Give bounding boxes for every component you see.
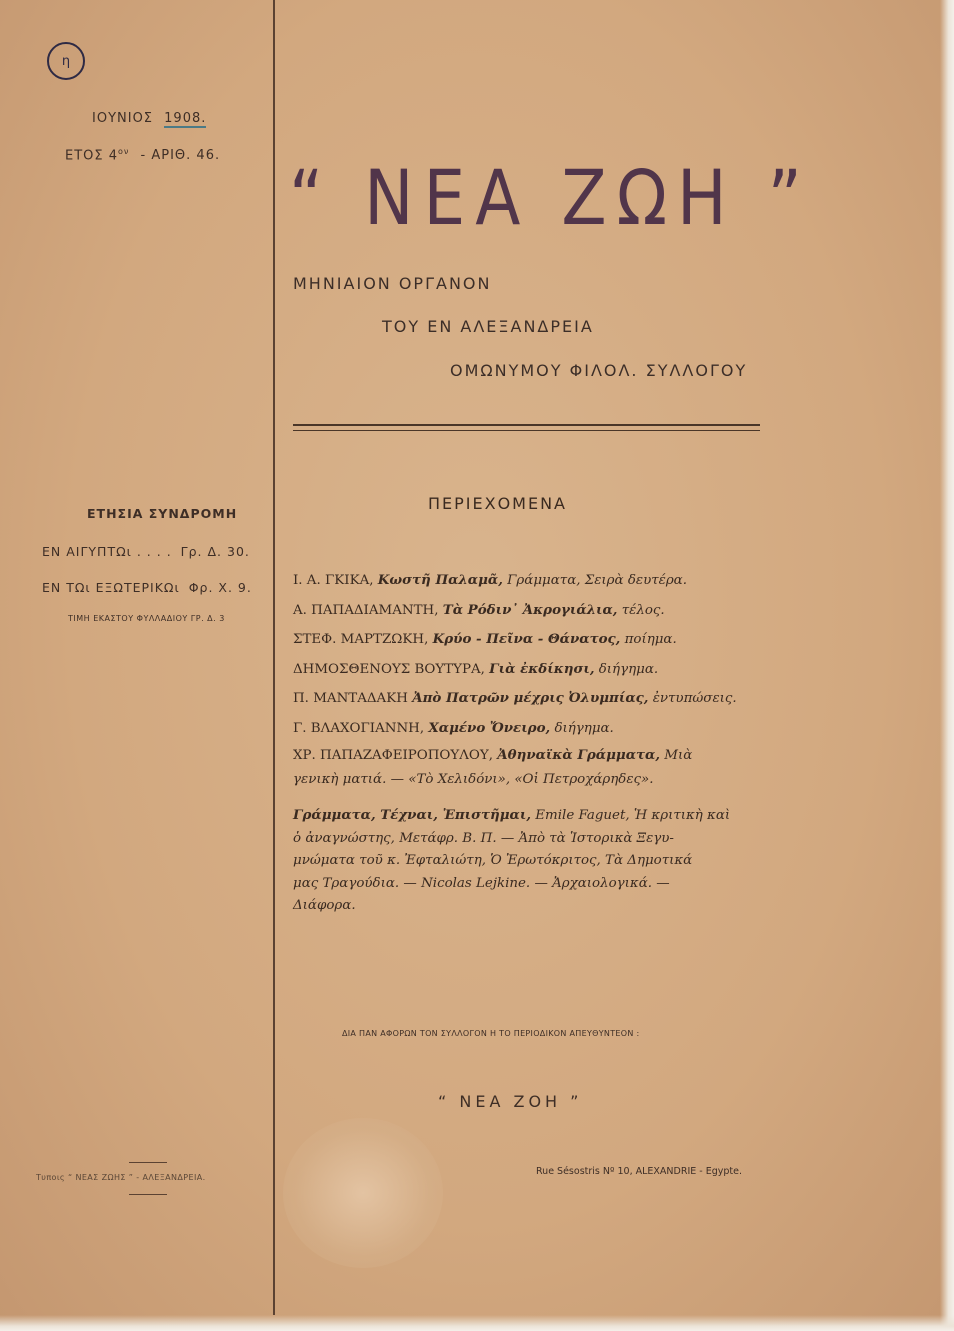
entry-author: Γ. ΒΛΑΧΟΓΙΑΝΝΗ,: [293, 720, 425, 736]
subscription-egypt-price: Γρ. Δ. 30.: [180, 544, 250, 559]
subscription-issue-price: ΤΙΜΗ ΕΚΑΣΤΟΥ ΦΥΛΛΑΔΙΟΥ ΓΡ. Δ. 3: [68, 614, 225, 623]
entry-author: Ι. Α. ΓΚΙΚΑ,: [293, 573, 374, 588]
entry-author: ΔΗΜΟΣΘΕΝΟΥΣ ΒΟΥΤΥΡΑ,: [293, 661, 485, 677]
entry-title: Τὰ Ρόδιν᾽ Ἀκρογιάλια,: [442, 601, 618, 618]
misc-line: ὁ ἀναγνώστης, Μετάφρ. Β. Π. — Ἀπὸ τὰ Ἱστορικὰ Ξεγυ-: [293, 830, 674, 846]
contents-heading: ΠΕΡΙΕΧΟΜΕΝΑ: [428, 494, 567, 513]
masthead-subtitle-3: ΟΜΩΝΥΜΟΥ ΦΙΛΟΛ. ΣΥΛΛΟΓΟΥ: [450, 361, 748, 380]
misc-line: μνώματα τοῦ κ. Ἐφταλιώτη, Ὁ Ἐρωτόκριτος, Τὰ Δημοτικά: [293, 853, 693, 868]
issue-year-sup: ον: [118, 147, 130, 156]
subscription-heading: ΕΤΗΣΙΑ ΣΥΝΔΡΟΜΗ: [87, 506, 238, 521]
misc-line: Διάφορα.: [293, 898, 356, 913]
entry-note: ἐντυπώσεις.: [652, 691, 737, 706]
subscription-egypt: [42, 544, 250, 559]
entry-title: Γιὰ ἐκδίκησι,: [489, 660, 595, 677]
contents-entry: [293, 566, 763, 596]
entry-author: Π. ΜΑΝΤΑΔΑΚΗ: [293, 691, 408, 706]
entry-note: τέλος.: [621, 602, 665, 618]
contents-entry: [293, 684, 763, 714]
entry-author: Α. ΠΑΠΑΔΙΑΜΑΝΤΗ,: [293, 602, 439, 618]
issue-number: - ΑΡΙΘ. 46.: [140, 148, 221, 164]
entry-note: διήγημα.: [598, 661, 659, 677]
printer-credit: Τυποις “ ΝΕΑΣ ΖΩΗΣ ” - ΑΛΕΞΑΝΔΡΕΙΑ.: [36, 1173, 206, 1182]
masthead-rule-thick: [293, 424, 760, 426]
paper-edge-bottom: [0, 1315, 954, 1331]
subscription-abroad-price: Φρ. Χ. 9.: [188, 580, 252, 595]
paper-edge-right: [940, 0, 954, 1331]
misc-line: Emile Faguet, Ἡ κριτικὴ καὶ: [535, 808, 731, 823]
contents-entry: [293, 655, 763, 685]
masthead-title: “ ΝΕΑ ΖΩΗ ”: [289, 154, 812, 243]
entry-title: Ἀπὸ Πατρῶν μέχρις Ὀλυμπίας,: [412, 690, 649, 706]
misc-title: Γράμματα, Τέχναι, Ἐπιστῆμαι,: [293, 807, 532, 823]
masthead-subtitle-2: ΤΟΥ ΕΝ ΑΛΕΞΑΝΔΡΕΙΑ: [382, 317, 594, 336]
entry-title: Κρύο - Πεῖνα - Θάνατος,: [432, 631, 621, 647]
contents-entry: [293, 743, 763, 768]
entry-author: ΣΤΕΦ. ΜΑΡΤΖΩΚΗ,: [293, 632, 429, 647]
contents-misc: [293, 804, 763, 918]
subscription-egypt-label: ΕΝ ΑΙΓΥΠΤΩι . . . .: [42, 544, 172, 559]
entry-title: Ἀθηναϊκὰ Γράμματα,: [497, 747, 660, 763]
correspondence-note: ΔΙΑ ΠΑΝ ΑΦΟΡΩΝ ΤΟΝ ΣΥΛΛΟΓΟΝ Η ΤΟ ΠΕΡΙΟΔΙΚΟΝ ΑΠΕΥΘΥΝΤΕΟΝ :: [342, 1029, 640, 1038]
misc-line: μας Τραγούδια. — Nicolas Lejkine. — Ἀρχαιολογικά. —: [293, 875, 670, 891]
footer-magazine-name: “ ΝΕΑ ΖΟΗ ”: [438, 1092, 583, 1111]
entry-title: Χαμένο Ὄνειρο,: [428, 719, 551, 736]
entry-note: Γράμματα, Σειρὰ δευτέρα.: [507, 573, 687, 588]
handwritten-circle-mark: η: [47, 42, 85, 80]
contents-list: [293, 566, 763, 918]
contents-entry: [293, 596, 763, 626]
subscription-abroad-label: ΕΝ ΤΩι ΕΞΩΤΕΡΙΚΩι: [42, 580, 180, 595]
issue-year-label: ΕΤΟΣ 4: [65, 148, 119, 164]
issue-year: 1908.: [164, 111, 207, 126]
column-divider: [273, 0, 275, 1315]
masthead-subtitle-1: ΜΗΝΙΑΙΟΝ ΟΡΓΑΝΟΝ: [293, 274, 492, 293]
issue-month: ΙΟΥΝΙΟΣ: [92, 111, 154, 126]
entry-author: ΧΡ. ΠΑΠΑΖΑΦΕΙΡΟΠΟΥΛΟΥ,: [293, 748, 493, 763]
contents-entry: [293, 625, 763, 655]
printer-rule-top: [129, 1162, 167, 1163]
subscription-abroad: [42, 580, 252, 595]
issue-number-line: [65, 147, 220, 163]
masthead-rule-thin: [293, 430, 760, 431]
entry-note: Μιὰ: [664, 748, 693, 763]
contents-entry-continuation: γενικὴ ματιά. — «Τὸ Χελιδόνι», «Οἱ Πετροχάρηδες».: [293, 772, 654, 787]
printer-rule-bottom: [129, 1194, 167, 1195]
issue-month-line: [92, 111, 206, 126]
contents-entry: [293, 714, 763, 744]
footer-address: Rue Sésostris Nº 10, ALEXANDRIE - Egypte.: [536, 1166, 742, 1177]
entry-note: ποίημα.: [624, 632, 677, 647]
entry-title: Κωστῆ Παλαμᾶ,: [377, 572, 503, 588]
water-stain: [283, 1118, 443, 1268]
entry-note: διήγημα.: [554, 720, 614, 736]
